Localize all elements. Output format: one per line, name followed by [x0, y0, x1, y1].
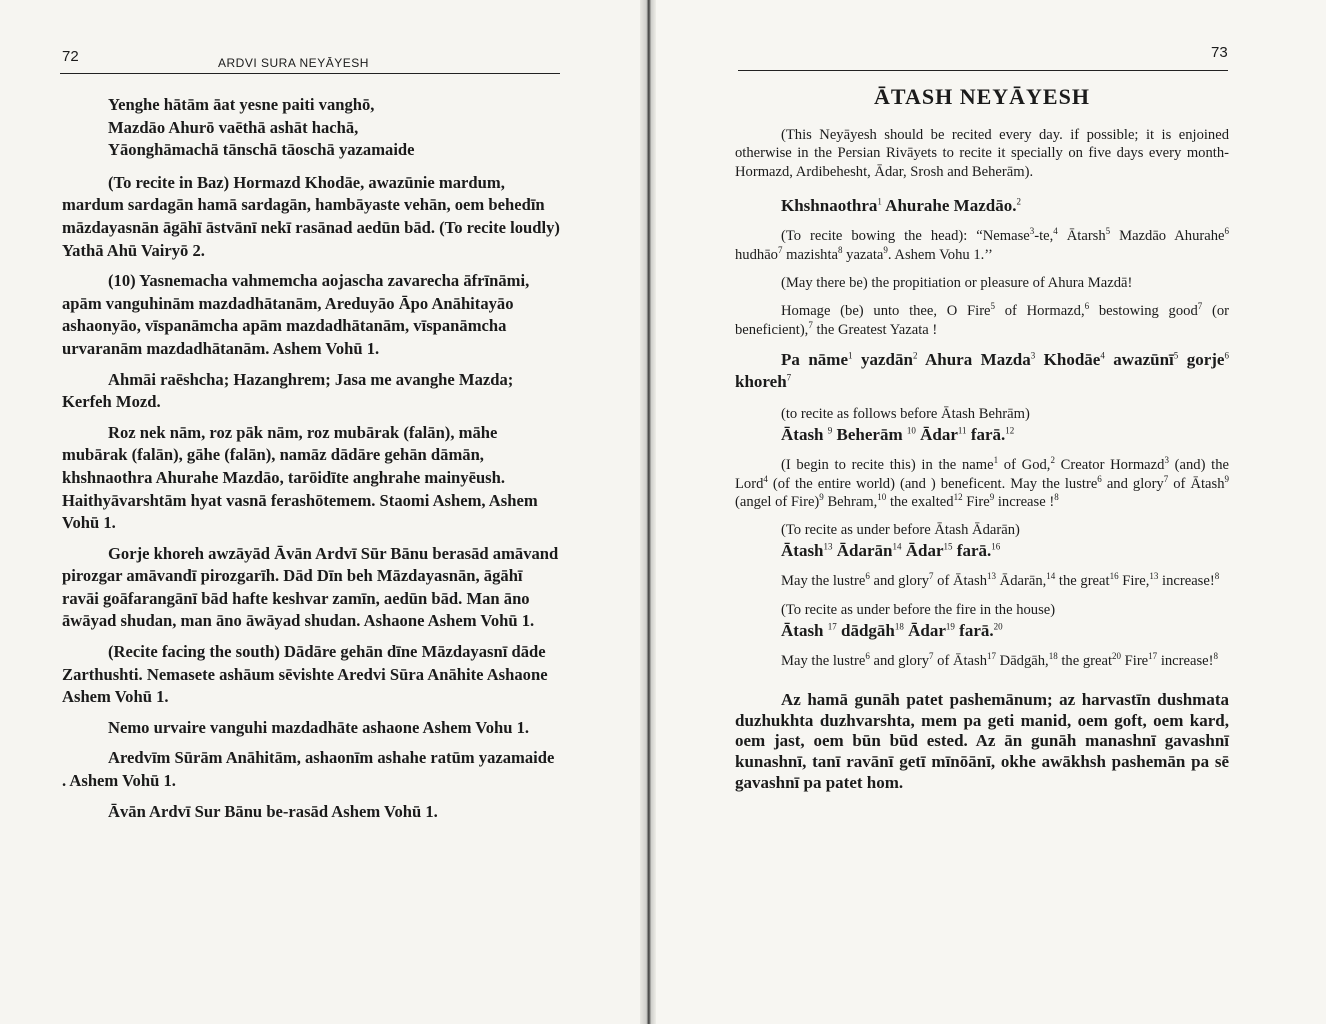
- khshnaothra-line: Khshnaothra$^1$ Ahurahe Mazdāo.$^2$: [781, 196, 1021, 216]
- section-title: ĀTASH NEYĀYESH: [874, 84, 1090, 109]
- propitiation-paragraph: (May there be) the propitiation or pleasure of Ahura Mazdā!: [781, 275, 1133, 292]
- intro-paragraph: (This Neyāyesh should be recited every day. if possible; it is enjoined otherwise in the Persian Rivāyets to recite it specially on five days every month- Hormazd, Ardibehesht, Ādar, Srosh and Beherām).: [735, 127, 1229, 180]
- bowing-paragraph: (To recite bowing the head): “Nemase$^3$-te,$^4$ Ātarsh$^5$ Mazdāo Ahurahe$^6$ hudhāo$^7$ mazishta$^8$ yazata$^9$. Ashem Vohu 1.’’: [735, 226, 1229, 263]
- begin-paragraph: (I begin to recite this) in the name$^1$ of God,$^2$ Creator Hormazd$^3$ (and) the Lord$^4$ (of the entire world) (and ) beneficent. May the lustre$^6$ and glory$^7$ of Ātash$^9$ (angel of Fire)$^9$ Behram,$^{10}$ the exalted$^{12}$ Fire$^9$ increase !$^8$: [735, 455, 1229, 511]
- verse-line: Yenghe hātām āat yesne paiti vanghō,: [108, 95, 375, 114]
- paragraph: Roz nek nām, roz pāk nām, roz mubārak (falān), māhe mubārak (falān), gāhe (falān), namāz dādāre gehān dāmān, khshnaothra Ahurahe Mazdāo, tarōidīte anghrahe mainyēush. Haithyāvarshtām hyat vasnā ferashōtemem. Staomi Ashem, Ashem Vohū 1.: [62, 422, 538, 533]
- header-rule: [738, 70, 1228, 71]
- dadgah-verse: Ātash $^{17}$ dādgāh$^{18}$ Ādar$^{19}$ farā.$^{20}$: [781, 620, 1003, 640]
- adaran-verse: Ātash$^{13}$ Ādarān$^{14}$ Ādar$^{15}$ farā.$^{16}$: [781, 541, 1001, 561]
- homage-paragraph: Homage (be) unto thee, O Fire$^5$ of Hormazd,$^6$ bestowing good$^7$ (or beneficient),$^7$ the Greatest Yazata !: [735, 301, 1229, 338]
- dadgah-translation: May the lustre$^6$ and glory$^7$ of Ātash$^{17}$ Dādgāh,$^{18}$ the great$^{20}$ Fire$^{17}$ increase!$^8$: [781, 651, 1218, 669]
- book-gutter: [640, 0, 656, 1024]
- paragraph: Āvān Ardvī Sur Bānu be-rasād Ashem Vohū 1.: [108, 801, 438, 821]
- page-number: 73: [1211, 44, 1228, 61]
- paragraph: Nemo urvaire vanguhi mazdadhāte ashaone Ashem Vohu 1.: [108, 717, 530, 737]
- paragraph: Aredvīm Sūrām Anāhitām, ashaonīm ashahe ratūm yazamaide . Ashem Vohū 1.: [62, 748, 555, 791]
- paragraph: (To recite in Baz) Hormazd Khodāe, awazūnie mardum, mardum sardagān hamā sardagān, hambāyaste vehān, oem behedīn māzdayasnān āgāhī āstvānī nekī rasānad aedūn bād. (To recite loudly) Yathā Ahū Vairyō 2.: [62, 172, 560, 260]
- paragraph: Gorje khoreh awzāyād Āvān Ardvī Sūr Bānu berasād amāvand pirozgar amāvandī pirozgarīh. Dād Dīn beh Māzdayasnān, āgāhī ravāi goāfarangānī bād hafte keshvar zamīn, aedūn bād. Man āno āwāyad shudan, man āno āwāyad shudan. Ashaone Ashem Vohū 1.: [62, 543, 559, 631]
- right-text-column: [735, 84, 1229, 793]
- adaran-instruction: (To recite as under before Ātash Ādarān): [781, 522, 1020, 539]
- verse-line: Mazdāo Ahurō vaēthā ashāt hachā,: [108, 117, 359, 137]
- patet-paragraph: Az hamā gunāh patet pashemānum; az harvastīn dushmata duzhukhta duzhvarshta, mem pa geti manid, oem goft, oem kard, oem jast, oem būn būd ested. Az ān gunāh manashnī gavashnī kunashnī, tanī ravānī getī mīnōānī, okhe awākhsh pashemān pa sē gavashnī pa patet hom.: [735, 690, 1229, 792]
- left-text-column: [62, 94, 560, 831]
- running-head: ARDVI SURA NEYĀYESH: [218, 56, 369, 70]
- page-number: 72: [62, 48, 79, 65]
- behram-instruction: (to recite as follows before Ātash Behrām): [781, 406, 1030, 423]
- house-instruction: (To recite as under before the fire in the house): [781, 601, 1056, 618]
- verse-block: [62, 94, 560, 162]
- pa-name-verse: Pa nāme$^1$ yazdān$^2$ Ahura Mazda$^3$ Khodāe$^4$ awazūnī$^5$ gorje$^6$ khoreh$^7$: [735, 350, 1229, 392]
- adaran-translation: May the lustre$^6$ and glory$^7$ of Ātash$^{13}$ Ādarān,$^{14}$ the great$^{16}$ Fire,$^{13}$ increase!$^8$: [781, 571, 1220, 590]
- header-rule: [60, 73, 560, 74]
- verse-line: Yāonghāmachā tānschā tāoschā yazamaide: [108, 140, 415, 160]
- paragraph: Ahmāi raēshcha; Hazanghrem; Jasa me avanghe Mazda; Kerfeh Mozd.: [62, 369, 514, 412]
- behram-verse: Ātash $^9$ Beherām $^{10}$ Ādar$^{11}$ farā.$^{12}$: [781, 425, 1015, 445]
- paragraph: (10) Yasnemacha vahmemcha aojascha zavarecha āfrīnāmi, apām vanguhinām mazdadhātanām, Areduyāo Āpo Anāhitayāo ashaonyāo, vīspanāmcha apām mazdadhātanām, vīspanāmcha urvaranām mazdadhātanām. Ashem Vohū 1.: [62, 271, 530, 358]
- left-page: [0, 0, 640, 1024]
- paragraph: (Recite facing the south) Dādāre gehān dīne Māzdayasnī dāde Zarthushti. Nemasete ashāum sēvishte Aredvi Sūra Anāhite Ashaone Ashem Vohū 1.: [62, 642, 548, 707]
